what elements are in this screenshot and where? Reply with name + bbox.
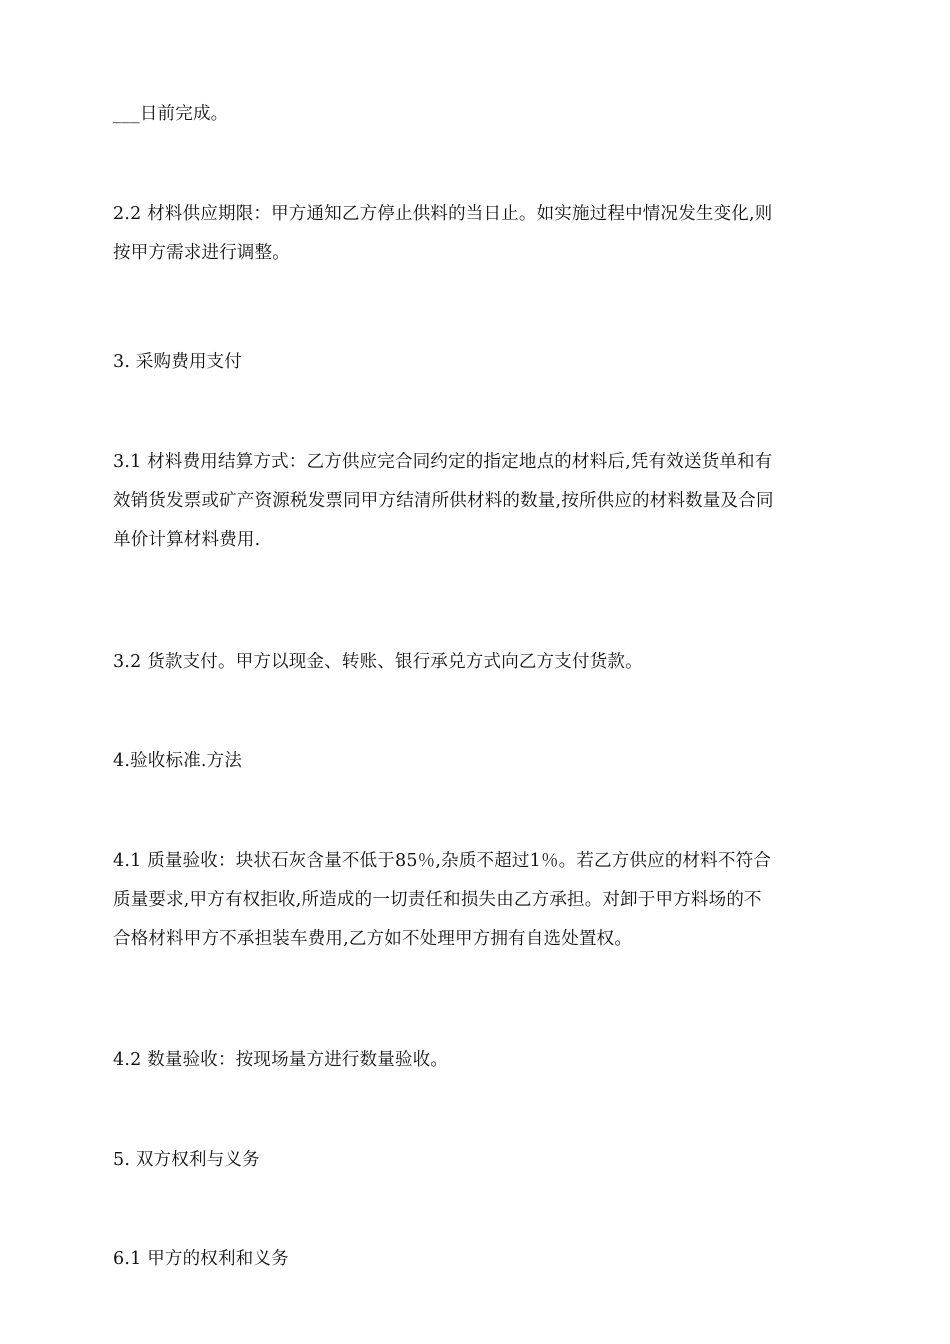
text-line: 按甲方需求进行调整。 [113,243,290,263]
text-line: 2.2 材料供应期限：甲方通知乙方停止供料的当日止。如实施过程中情况发生变化,则 [113,204,773,224]
text-line: 效销货发票或矿产资源税发票同甲方结清所供材料的数量,按所供应的材料数量及合同 [113,491,774,511]
paragraph-3-1-settlement [113,443,843,560]
heading-4-acceptance [113,742,843,781]
text-line: 3. 采购费用支付 [113,352,243,372]
text-line: 3.2 货款支付。甲方以现金、转账、银行承兑方式向乙方支付货款。 [113,652,643,672]
paragraph-2-2-supply-period [113,195,843,273]
text-line: ___日前完成。 [113,104,229,124]
text-line: 6.1 甲方的权利和义务 [113,1249,289,1269]
paragraph-4-2-quantity [113,1041,843,1080]
paragraph-4-1-quality [113,842,843,959]
text-line: 5. 双方权利与义务 [113,1150,260,1170]
text-line: 4.验收标准.方法 [113,751,243,771]
text-line: 质量要求,甲方有权拒收,所造成的一切责任和损失由乙方承担。对卸于甲方料场的不 [113,890,762,910]
heading-5-rights [113,1141,843,1180]
paragraph-completion [113,95,843,134]
text-line: 单价计算材料费用. [113,530,261,550]
heading-6-1-party-a [113,1240,843,1279]
heading-3-payment [113,343,843,382]
text-line: 4.1 质量验收：块状石灰含量不低于85％,杂质不超过1％。若乙方供应的材料不符合 [113,851,772,871]
text-line: 3.1 材料费用结算方式：乙方供应完合同约定的指定地点的材料后,凭有效送货单和有 [113,452,773,472]
paragraph-3-2-payment-method [113,643,843,682]
text-line: 4.2 数量验收：按现场量方进行数量验收。 [113,1050,449,1070]
text-line: 合格材料甲方不承担装车费用,乙方如不处理甲方拥有自选处置权。 [113,929,633,949]
